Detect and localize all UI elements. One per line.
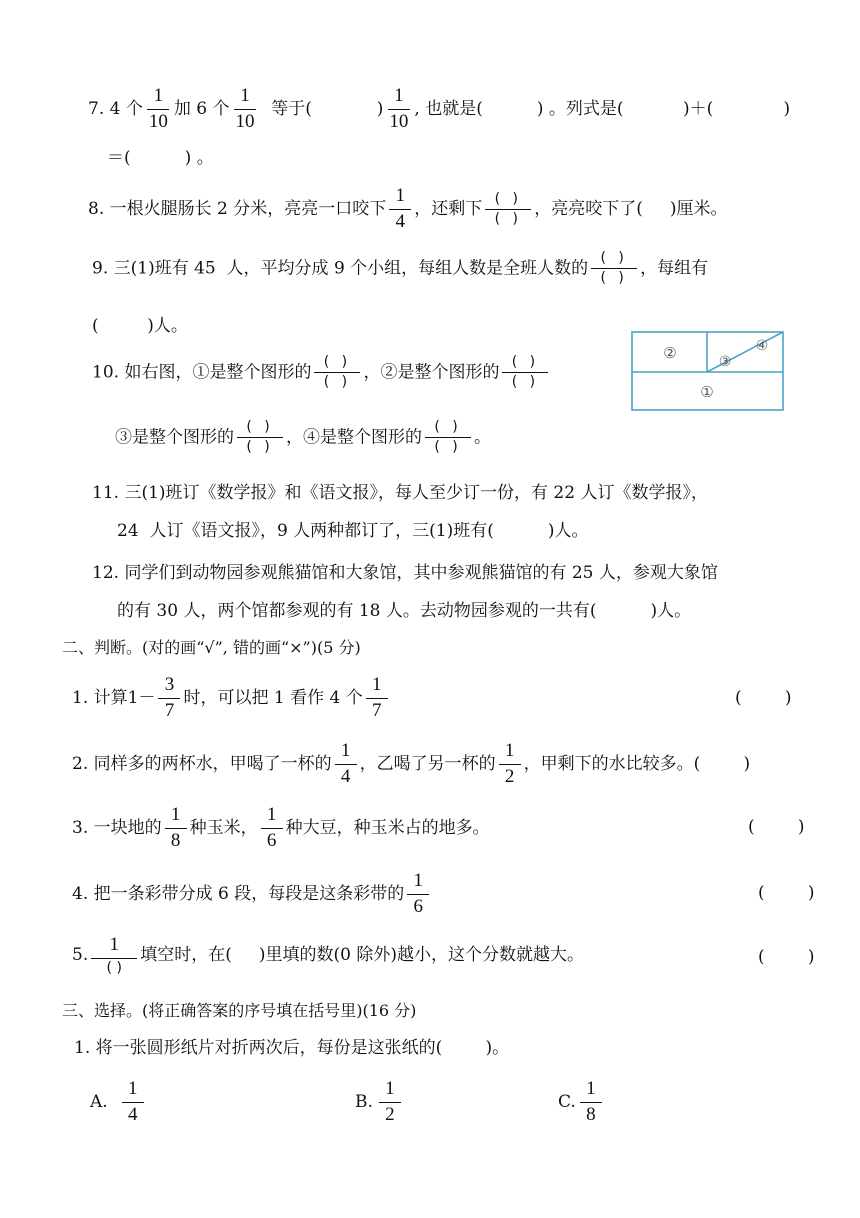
judge-3-answer[interactable]: ( ) [748,817,805,837]
region-1-label: ① [700,383,714,401]
choice-1-option-c[interactable]: C. $\frac{1}{8}$ [558,1079,605,1126]
blank-fraction[interactable]: $\frac{( )}{( )}$ [425,420,471,456]
q9-line2: ( )人。 [92,316,188,336]
choice-1-option-a[interactable]: A. $\frac{1}{4}$ [90,1079,147,1126]
q10-line2: ③是整个图形的 $\frac{( )}{( )}$ ，④是整个图形的 $\frac{( )}{( )}$ 。 [115,419,491,456]
choice-1-stem: 1. 将一张圆形纸片对折两次后，每份是这张纸的( )。 [74,1038,510,1058]
fraction: $\frac{1}{7}$ [366,675,388,722]
fraction: $\frac{1}{( )}$ [91,935,137,976]
fraction: $\frac{1}{10}$ [148,85,168,132]
fraction: $\frac{1}{6}$ [261,805,283,852]
q8-line: 8. 一根火腿肠长 2 分米，亮亮一口咬下 $\frac{1}{4}$ ，还剩下 $\frac{( )}{( )}$ ，亮亮咬下了( )厘米。 [88,185,728,232]
judge-1: 1. 计算1－ $\frac{3}{7}$ 时，可以把 1 看作 4 个 $\frac{1}{7}$ [72,675,391,722]
judge-4: 4. 把一条彩带分成 6 段，每段是这条彩带的 $\frac{1}{6}$ [72,871,432,918]
fraction: $\frac{1}{6}$ [407,871,429,918]
judge-1-answer[interactable]: ( ) [735,688,792,708]
fraction: $\frac{1}{8}$ [165,805,187,852]
q10-line1: 10. 如右图，①是整个图形的 $\frac{( )}{( )}$ ，②是整个图形的 $\frac{( )}{( )}$ [92,355,551,391]
choice-1-option-b[interactable]: B. $\frac{1}{2}$ [355,1079,404,1126]
blank-fraction[interactable]: $\frac{( )}{( )}$ [237,420,283,456]
fraction: $\frac{1}{10}$ [235,85,255,132]
q12-line1: 12. 同学们到动物园参观熊猫馆和大象馆，其中参观熊猫馆的有 25 人，参观大象馆 [92,563,718,583]
judge-5: 5. $\frac{1}{( )}$ 填空时，在( )里填的数(0 除外)越小，这个分数就越大。 [72,934,585,976]
judge-2: 2. 同样多的两杯水，甲喝了一杯的 $\frac{1}{4}$ ，乙喝了另一杯的 $\frac{1}{2}$ ，甲剩下的水比较多。( ) [72,740,751,787]
fraction: $\frac{1}{4}$ [335,741,357,788]
fraction: $\frac{1}{10}$ [389,85,409,132]
region-4-label: ④ [755,338,769,354]
q11-line1: 11. 三(1)班订《数学报》和《语文报》，每人至少订一份，有 22 人订《数学报》， [92,483,708,503]
region-3-label: ③ [718,354,732,370]
blank-fraction[interactable]: $\frac{( )}{( )}$ [314,355,360,391]
blank-fraction[interactable]: $\frac{( )}{( )}$ [591,251,637,287]
q11-line2: 24 人订《语文报》，9 人两种都订了，三(1)班有( )人。 [117,521,589,541]
fraction: $\frac{1}{2}$ [499,741,521,788]
blank-fraction[interactable]: $\frac{( )}{( )}$ [485,192,531,228]
q7-line2: ＝( ) 。 [107,148,214,168]
blank-fraction[interactable]: $\frac{( )}{( )}$ [502,355,548,391]
judge-4-answer[interactable]: ( ) [758,883,815,903]
fraction: $\frac{1}{4}$ [389,186,411,233]
section-2-heading: 二、判断。(对的画“√”, 错的画“×”)(5 分) [62,638,361,657]
q12-line2: 的有 30 人，两个馆都参观的有 18 人。去动物园参观的一共有( )人。 [117,601,692,621]
judge-5-answer[interactable]: ( ) [758,947,815,967]
q7-line1: 7. 4 个 $\frac{1}{10}$ 加 6 个 $\frac{1}{10}$ 等于( ) $\frac{1}{10}$ , 也就是( ) 。列式是( )＋( ) [88,85,791,132]
section-3-heading: 三、选择。(将正确答案的序号填在括号里)(16 分) [62,1001,417,1020]
q9-line1: 9. 三(1)班有 45 人，平均分成 9 个小组，每组人数是全班人数的 $\frac{( )}{( )}$ ，每组有 [92,250,709,287]
fraction: $\frac{3}{7}$ [158,675,180,722]
judge-3: 3. 一块地的 $\frac{1}{8}$ 种玉米， $\frac{1}{6}$ 种大豆，种玉米占的地多。 [72,804,490,851]
q10-figure [630,330,786,414]
region-2-label: ② [663,344,677,362]
